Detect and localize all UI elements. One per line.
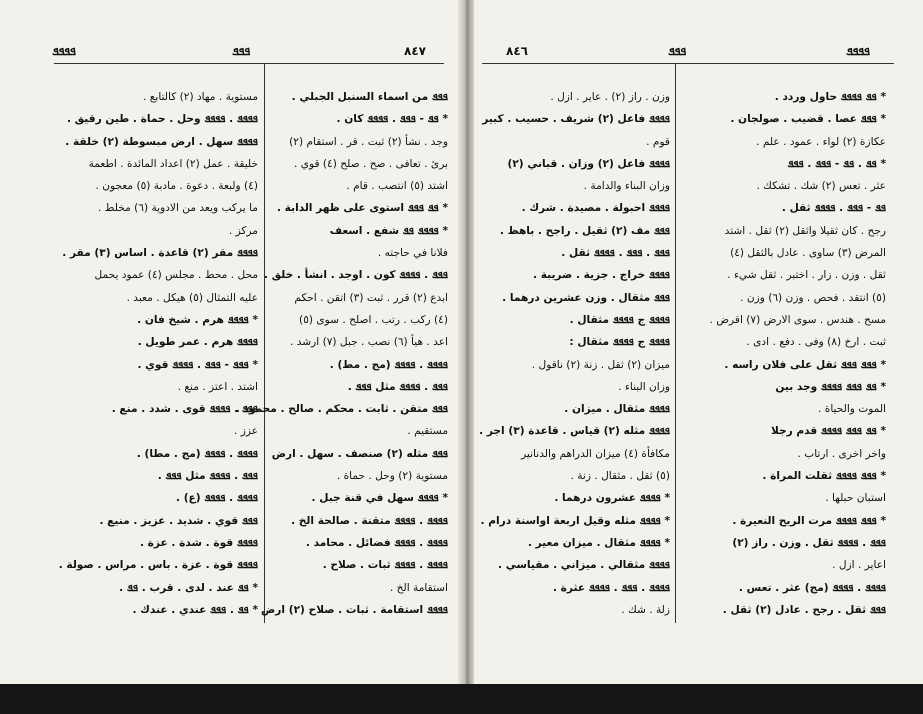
dictionary-line: ܦܦܦܦ . ܦܦܦܦ وحل . حماة . طين رقيق . xyxy=(67,113,258,126)
dictionary-line: عكازة (٢) لواء . عمود . علم . xyxy=(756,135,886,148)
dictionary-line: اشتد . اعتز . منع . xyxy=(177,380,258,393)
dictionary-line: مستوية . مهاد (٢) كالتابع . xyxy=(143,91,258,103)
dictionary-line: مستوية (٢) وحل . حماة . xyxy=(336,470,448,483)
dictionary-line: قوم . xyxy=(646,135,670,148)
dictionary-line: اعاير . ازل . xyxy=(832,559,886,572)
left-page xyxy=(0,0,458,684)
dictionary-line: وزان البناء والدامة . xyxy=(583,180,670,193)
dictionary-line: * ܦܦ . ܦܦ - ܦܦܦ . ܦܦܦ xyxy=(787,157,886,170)
dictionary-line: * ܦܦ - ܦܦܦ . ܦܦܦܦ كان . xyxy=(336,113,448,126)
dictionary-line: * ܦܦܦܦ مثقال . ميزان معير . xyxy=(527,536,670,549)
dictionary-line: وزان البناء . xyxy=(618,380,670,393)
dictionary-line: مستقيم . xyxy=(407,425,448,438)
right-page-catchword: ܦܦܦܦ xyxy=(846,44,870,58)
dictionary-line: (٤) ركب . رتب . اصلح . سوى (٥) xyxy=(299,313,448,326)
right-page xyxy=(474,0,923,684)
dictionary-line: ܦܦܦ من اسماء السنبل الجبلي . xyxy=(291,91,448,103)
dictionary-line: * ܦܦ عند . لدى . قرب . ܦܦ . xyxy=(119,581,258,594)
book-gutter xyxy=(458,0,474,684)
dictionary-line: ܦܦܦ . ܦܦܦ . ܦܦܦܦ ثقل . xyxy=(561,247,670,260)
dictionary-line: الموت والحياة . xyxy=(818,403,886,416)
dictionary-line: زلة . شك . xyxy=(621,603,670,616)
dictionary-line: خليقة . عمل (٢) اعداد المائدة . اطعمة xyxy=(88,157,258,170)
dictionary-line: * ܦܦܦܦ عشرون درهما . xyxy=(554,492,670,505)
dictionary-line: ܦܦ - ܦܦܦ . ܦܦܦܦ ثقل . xyxy=(781,202,886,215)
dictionary-line: برئ . تعافى . صح . صلح (٤) قوي . xyxy=(293,157,448,170)
dictionary-line: ܦܦܦܦ مثقال . ميزان . xyxy=(564,403,670,416)
dictionary-line: * ܦܦܦܦ هرم . شيخ فان . xyxy=(137,313,258,326)
dictionary-line: ܦܦܦ . ܦܦܦܦ مثل ܦܦܦ . xyxy=(347,380,448,393)
dictionary-line: مسح . هندس . سوى الارض (٧) اقرض . xyxy=(709,313,886,326)
dictionary-line: استبان حبلها . xyxy=(825,492,886,505)
left-page-column-divider xyxy=(264,63,265,623)
dictionary-line: * ܦܦܦܦ مثله وقيل اربعة اواسنة درام . xyxy=(480,514,670,527)
dictionary-line: * ܦܦܦܦ سهل في قنة جبل . xyxy=(311,492,448,505)
dictionary-line: عثر . تعس (٢) شك . تشكك . xyxy=(756,180,886,193)
dictionary-line: ܦܦܦܦ ج ܦܦܦܦ مثقال . xyxy=(569,313,670,326)
dictionary-line: ثبت . ارخ (٨) وفى . دفع . ادى . xyxy=(746,336,886,349)
dictionary-line: (٤) ولبعة . دعوة . مادبة (٥) معجون . xyxy=(95,180,258,193)
dictionary-line: استقامة الخ . xyxy=(389,581,448,594)
dictionary-line: ܦܦܦ قوي . شديد . عزيز . منيع . xyxy=(99,514,258,527)
right-page-column-right xyxy=(680,86,886,621)
dictionary-line: ما يركب ويعد من الادوية (٦) مخلط . xyxy=(97,202,258,215)
dictionary-line: ܦܦܦ مف (٢) ثقيل . راجح . باهظ . xyxy=(499,224,670,237)
dictionary-line: ميزان (٢) ثقل . زنة (٢) ناقول . xyxy=(531,358,670,371)
dictionary-line: ابدع (٢) قرر . ثبت (٣) اتقن . احكم xyxy=(294,291,448,304)
dictionary-line: ܦܦܦܦ . ܦܦܦ . ܦܦܦܦ عثرة . xyxy=(552,581,670,594)
dictionary-line: ܦܦܦܦ . ܦܦܦܦ (مج . مطا) . xyxy=(136,447,258,460)
left-page-title: ܦܦܦ xyxy=(232,44,251,58)
dictionary-line: محل . محط . مجلس (٤) عمود يحمل xyxy=(94,269,258,282)
dictionary-line: وزن . راز (٢) . عاير . ازل . xyxy=(550,91,670,103)
dictionary-line: عزز . xyxy=(233,425,258,438)
dictionary-line: ܦܦܦܦ قوة . عزة . باس . مراس . صولة . xyxy=(58,559,258,572)
dictionary-line: ܦܦܦ متقن . ثابت . محكم . صالح . محمود . xyxy=(235,403,448,416)
dictionary-line: ܦܦܦܦ . ܦܦܦܦ متقنة . صالحة الخ . xyxy=(291,514,448,527)
dictionary-line: * ܦܦ ܦܦܦ ܦܦܦܦ وجد بين xyxy=(775,380,886,393)
dictionary-line: (٥) ثقل . مثقال . زنة . xyxy=(570,470,670,483)
dictionary-line: * ܦܦܦ ܦܦܦܦ مرت الريح النعيرة . xyxy=(732,514,886,527)
dictionary-line: اعد . هيأ (٦) نصب . جبل (٧) ارشد . xyxy=(289,336,448,349)
dictionary-line: ܦܦܦܦ احبولة . مصيدة . شرك . xyxy=(521,202,670,215)
dictionary-line: ܦܦܦܦ ج ܦܦܦܦ مثقال : xyxy=(569,336,670,349)
dictionary-line: * ܦܦ ܦܦܦ ܦܦܦܦ قدم رجلا xyxy=(770,425,886,438)
dictionary-line: ܦܦܦܦ خراج . جزية . ضريبة . xyxy=(532,269,670,282)
dictionary-line: المرض (٣) ساوى . عادل بالثقل (٤) xyxy=(730,247,886,260)
dictionary-line: * ܦܦܦ - ܦܦܦ . ܦܦܦܦ قوي . xyxy=(137,358,258,371)
left-page-catchword: ܦܦܦܦ xyxy=(52,44,76,58)
dictionary-line: * ܦܦܦܦ ܦܦ شفع . اسعف xyxy=(329,224,448,237)
dictionary-line: * ܦܦ ܦܦܦܦ حاول وردد . xyxy=(774,91,886,103)
dictionary-line: فلانا في حاجته . xyxy=(377,247,448,260)
left-page-header-rule xyxy=(54,63,444,64)
dictionary-line: رجح . كان ثقيلا واثقل (٢) ثقل . اشتد xyxy=(724,224,886,237)
dictionary-line: ܦܦܦܦ فاعل (٢) شريف . حسيب . كبير xyxy=(482,113,670,126)
dictionary-line: ܦܦܦܦ . ܦܦܦܦ فضائل . محامد . xyxy=(305,536,448,549)
dictionary-line: * ܦܦܦ عصا . قضيب . صولجان . xyxy=(730,113,886,126)
dictionary-line: ثقل . وزن . زار . اختبر . ثقل شيء . xyxy=(727,269,886,282)
dictionary-line: واخر اخرى . ارتاب . xyxy=(797,447,886,460)
dictionary-line: ܦܦܦ . ܦܦܦܦ ثقل . وزن . راز (٢) xyxy=(732,536,886,549)
dictionary-line: ܦܦܦܦ هرم . عمر طويل . xyxy=(137,336,258,349)
dictionary-line: مركز . xyxy=(228,224,258,237)
dictionary-line: ܦܦܦܦ . ܦܦܦܦ (ع) . xyxy=(176,492,258,505)
dictionary-line: (٥) انتقد . فحص . وزن (٦) وزن . xyxy=(740,291,886,304)
right-page-column-left xyxy=(480,86,670,621)
right-page-title: ܦܦܦ xyxy=(668,44,687,58)
dictionary-line: ܦܦܦ ثقل . رجح . عادل (٢) ثقل . xyxy=(722,603,886,616)
dictionary-line: ܦܦܦܦ . ܦܦܦܦ (مج . مط) . xyxy=(329,358,448,371)
right-page-column-divider xyxy=(675,63,676,623)
left-page-column-left xyxy=(58,86,258,621)
right-page-header-rule xyxy=(482,63,894,64)
dictionary-line: مكافأة (٤) ميزان الدراهم والدنانير xyxy=(521,447,670,460)
dictionary-line: ܦܦܦܦ . ܦܦܦܦ ثبات . صلاح . xyxy=(322,559,448,572)
dictionary-line: ܦܦܦܦ فاعل (٢) وزان . قباني (٢) xyxy=(507,157,670,170)
dictionary-line: ܦܦܦܦ مثله (٢) قياس . قاعدة (٣) اجر . xyxy=(479,425,670,438)
dictionary-line: ܦܦܦ مثقال . وزن عشرين درهما . xyxy=(502,291,670,304)
dictionary-line: * ܦܦ ܦܦܦ استوى على ظهر الدابة . xyxy=(276,202,448,215)
dictionary-line: ܦܦܦ مثله (٢) صنصف . سهل . ارض xyxy=(271,447,448,460)
dictionary-line: ܦܦܦܦ سهل . ارض مبسوطة (٢) خلقة . xyxy=(65,135,258,148)
dictionary-line: ܦܦܦܦ قوة . شدة . عزة . xyxy=(139,536,258,549)
dictionary-line: ܦܦܦܦ مثقالي . ميزاني . مقياسي . xyxy=(498,559,670,572)
dictionary-line: وجد . نشأ (٢) ثبت . قر . استقام (٢) xyxy=(289,135,448,148)
left-page-number: ٨٤٧ xyxy=(404,44,426,58)
dictionary-line: ܦܦܦ . ܦܦܦܦ قوى . شدد . منع . xyxy=(111,403,258,416)
dictionary-line: ܦܦܦ . ܦܦܦܦ مثل ܦܦܦ . xyxy=(157,470,258,483)
right-page-number: ٨٤٦ xyxy=(506,44,528,58)
dictionary-line: * ܦܦܦ ܦܦܦ ثقل على فلان راسه . xyxy=(724,358,886,371)
dictionary-line: اشتد (٥) انتصب . قام . xyxy=(346,180,448,193)
scan-bottom-edge xyxy=(0,684,923,714)
dictionary-line: * ܦܦܦ ܦܦܦܦ ثقلت المراة . xyxy=(762,470,886,483)
dictionary-line: * ܦܦ . ܦܦܦ عندي . عندك . xyxy=(132,603,258,616)
dictionary-line: عليه التمثال (٥) هيكل . معبد . xyxy=(126,291,258,304)
dictionary-line: ܦܦܦܦ . ܦܦܦܦ (مج) عثر . تعس . xyxy=(738,581,886,594)
dictionary-line: ܦܦܦ . ܦܦܦܦ كون . اوجد . انشأ . خلق . xyxy=(264,269,448,282)
dictionary-line: ܦܦܦܦ مقر (٢) قاعدة . اساس (٣) مقر . xyxy=(62,247,258,260)
dictionary-line: ܦܦܦܦ استقامة . ثبات . صلاح (٢) ارض xyxy=(261,603,448,616)
